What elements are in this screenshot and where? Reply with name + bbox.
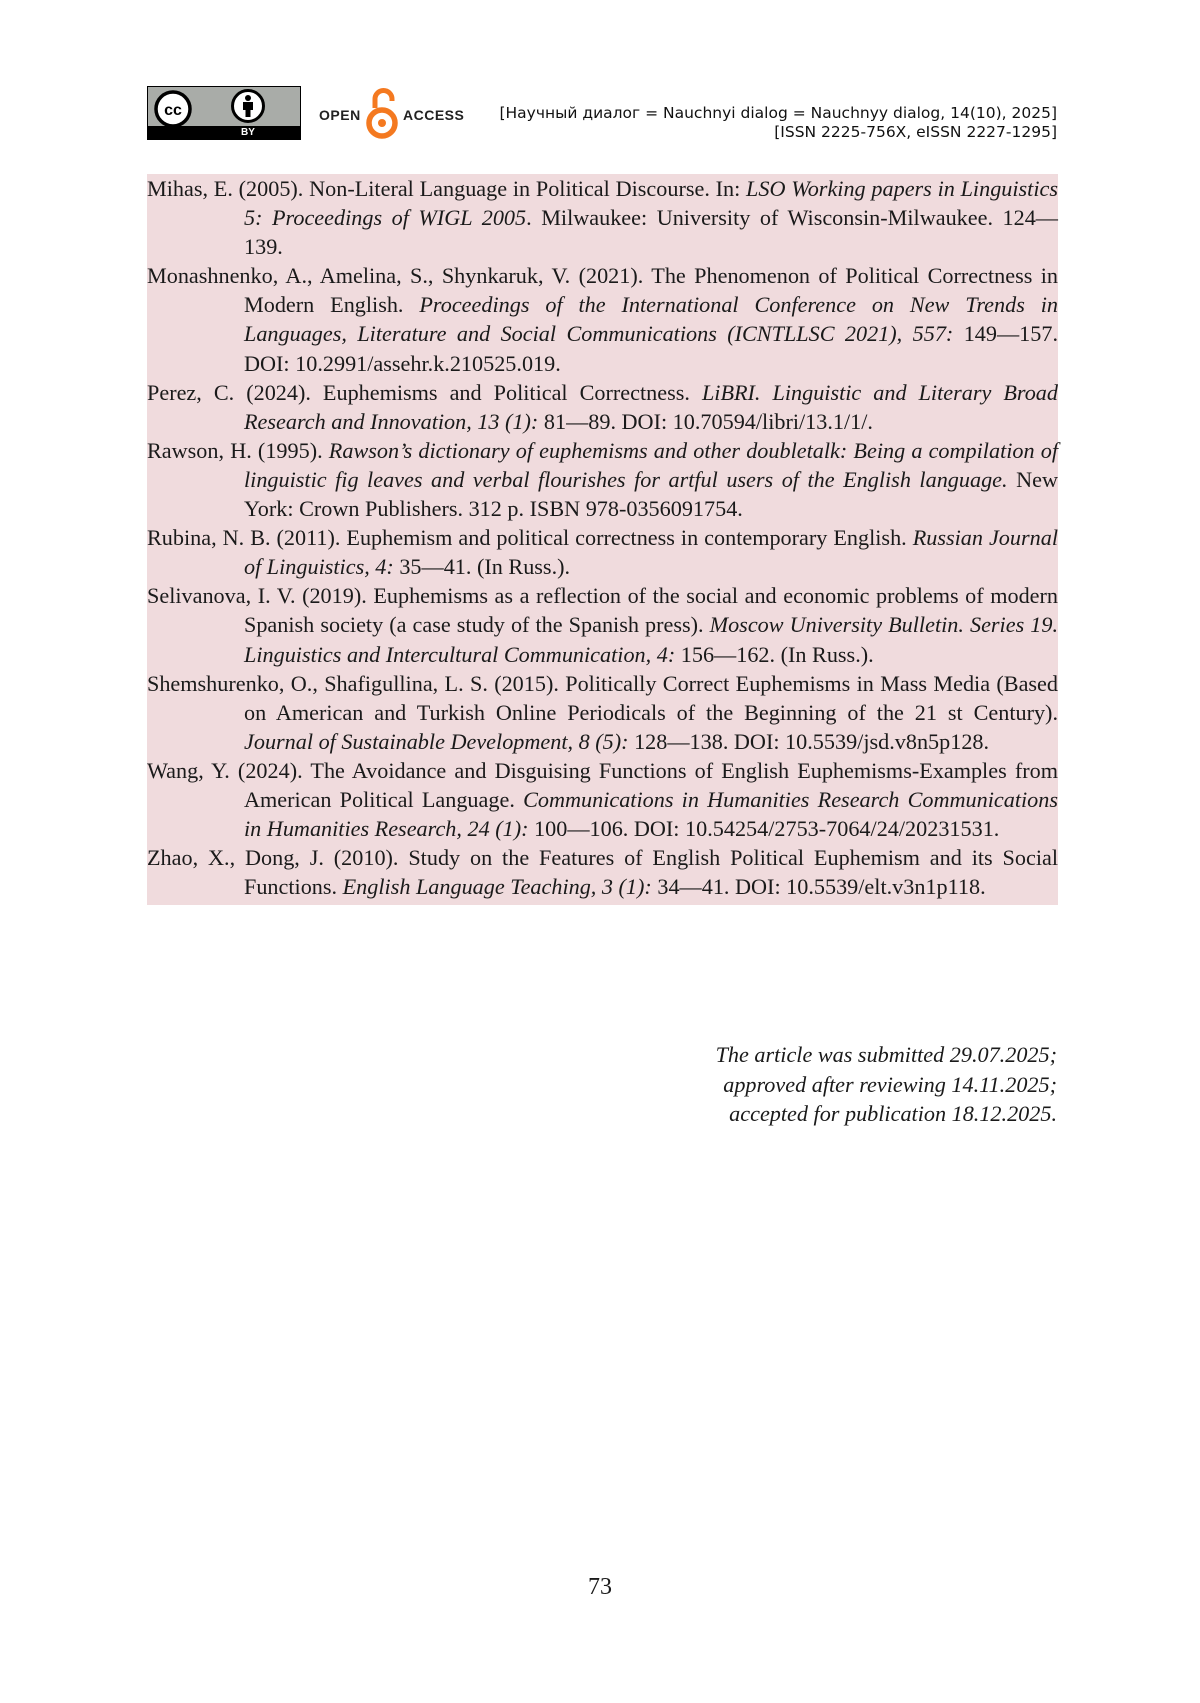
reference-source: Rawson’s dictionary of euphemisms and other doubletalk: Being a compilation of linguistic fig leaves and verbal flourishes for artful users of the English language. (244, 437, 1059, 492)
reference-details: . Milwaukee: University of Wisconsin-Milwaukee. 124—139. (244, 205, 1058, 260)
reference-authors: Mihas, E. (2005). Non-Literal Language in Political Discourse. In: (147, 176, 747, 201)
reference-source: Proceedings of the International Conference on New Trends in Languages, Literature and Social Communications (ICNTLLSC 2021), 557: (244, 292, 1058, 347)
reference-source: LSO Working papers in Linguistics 5: Proceedings of WIGL 2005 (244, 176, 1058, 231)
reference-authors: Rawson, H. (1995). (147, 437, 329, 463)
reference-entry (147, 378, 1058, 436)
reference-entry (147, 523, 1058, 581)
reference-details: 156—162. (In Russ.). (675, 641, 874, 667)
reference-entry (147, 756, 1058, 843)
issn-line: [ISSN 2225-756X, eISSN 2227-1295] (774, 123, 1057, 141)
reference-source: English Language Teaching, 3 (1): (342, 874, 652, 900)
reference-details: 100—106. DOI: 10.54254/2753-7064/24/20231531. (528, 816, 1000, 842)
license-by-label: BY (241, 127, 255, 138)
reference-entry (147, 436, 1058, 523)
page-number: 73 (588, 1574, 612, 1600)
reference-source: Communications in Humanities Research Communications in Humanities Research, 24 (1): (244, 786, 1058, 842)
cc-by-license-badge[interactable] (147, 86, 301, 140)
journal-citation-line: [Научный диалог = Nauchnyi dialog = Nauchnyy dialog, 14(10), 2025] (499, 104, 1057, 122)
reference-authors: Rubina, N. B. (2011). Euphemism and political correctness in contemporary English. (147, 525, 913, 551)
reference-entry (147, 669, 1058, 756)
reference-authors: Perez, C. (2024). Euphemisms and Political Correctness. (147, 379, 702, 405)
submitted-date: The article was submitted 29.07.2025; (715, 1042, 1057, 1067)
reference-source: LiBRI. Linguistic and Literary Broad Research and Innovation, 13 (1): (244, 379, 1058, 434)
reference-authors: Selivanova, I. V. (2019). Euphemisms as a reflection of the social and economic problems of modern Spanish society (a case study of the Spanish press). (147, 583, 1058, 638)
reference-entry (147, 581, 1058, 668)
reference-details: 81—89. DOI: 10.70594/libri/13.1/1/. (538, 408, 873, 434)
accepted-date: accepted for publication 18.12.2025. (729, 1101, 1057, 1126)
open-lock-icon (365, 86, 399, 140)
open-access-left-word: OPEN (319, 107, 361, 123)
reference-entry (147, 174, 1058, 261)
reference-details: 149—157. DOI: 10.2991/assehr.k.210525.019. (244, 321, 1059, 376)
open-access-logo[interactable] (319, 86, 463, 140)
cc-icon (153, 89, 193, 129)
reference-authors: Shemshurenko, O., Shafigullina, L. S. (2015). Politically Correct Euphemisms in Mass Media (Based on American and Turkish Online Periodicals of the Beginning of the 21 st Century). (147, 670, 1058, 725)
reference-authors: Zhao, X., Dong, J. (2010). Study on the Features of English Political Euphemism and its Social Functions. (147, 845, 1058, 900)
svg-text:cc: cc (164, 102, 182, 119)
page-header (147, 86, 1057, 142)
attribution-icon (230, 88, 266, 124)
reference-source: Moscow University Bulletin. Series 19. Linguistics and Intercultural Communication, 4: (244, 612, 1059, 667)
journal-meta (499, 104, 1057, 142)
reference-details: 34—41. DOI: 10.5539/elt.v3n1p118. (651, 874, 986, 900)
approved-date: approved after reviewing 14.11.2025; (723, 1071, 1057, 1097)
reference-details: New York: Crown Publishers. 312 p. ISBN 978-0356091754. (244, 466, 1058, 522)
open-access-right-word: ACCESS (403, 107, 465, 123)
article-history (716, 1040, 1057, 1129)
reference-authors: Wang, Y. (2024). The Avoidance and Disguising Functions of English Euphemisms-Examples from American Political Language. (147, 757, 1058, 812)
reference-details: 35—41. (In Russ.). (393, 554, 571, 580)
reference-source: Russian Journal of Linguistics, 4: (244, 525, 1058, 580)
reference-list (147, 174, 1058, 905)
reference-source: Journal of Sustainable Development, 8 (5): (244, 728, 629, 754)
reference-entry (147, 843, 1058, 901)
reference-entry (147, 261, 1058, 377)
reference-authors: Monashnenko, A., Amelina, S., Shynkaruk, V. (2021). The Phenomenon of Political Correctness in Modern English. (147, 263, 1058, 318)
reference-details: 128—138. DOI: 10.5539/jsd.v8n5p128. (628, 728, 990, 754)
